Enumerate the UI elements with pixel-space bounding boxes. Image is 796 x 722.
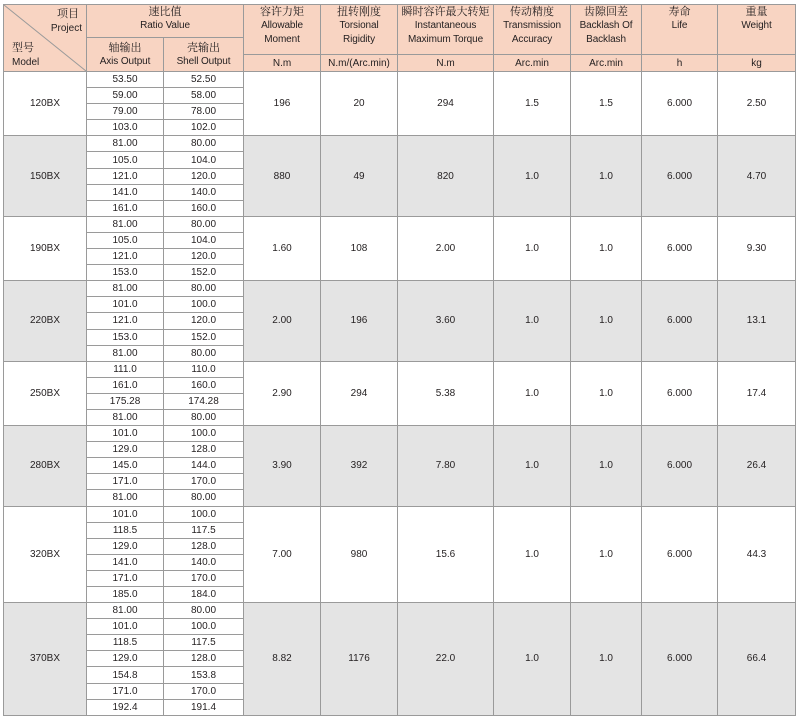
- backlash-unit: Arc.min: [571, 55, 642, 72]
- table-row: [4, 216, 796, 232]
- shell-output-cell: 128.0: [164, 538, 244, 554]
- max-torque-label-cn: 瞬时容许最大转矩: [401, 5, 490, 18]
- axis-output-cell: 81.00: [87, 490, 164, 506]
- shell-output-cell: 80.00: [164, 136, 244, 152]
- shell-output-cell: 153.8: [164, 667, 244, 683]
- axis-output-cell: 171.0: [87, 474, 164, 490]
- transmission-accuracy-cell: 1.0: [494, 136, 571, 216]
- axis-output-cell: 171.0: [87, 683, 164, 699]
- transmission-accuracy-unit: Arc.min: [494, 55, 571, 72]
- table-row: [4, 426, 796, 442]
- spec-table: [3, 4, 796, 716]
- axis-output-cell: 141.0: [87, 184, 164, 200]
- backlash-header: [571, 5, 642, 55]
- table-row: [4, 136, 796, 152]
- transmission-accuracy-header: [494, 5, 571, 55]
- transmission-accuracy-cell: 1.5: [494, 72, 571, 136]
- max-torque-header: [398, 5, 494, 55]
- weight-cell: 26.4: [718, 426, 796, 506]
- model-cell: 190BX: [4, 216, 87, 280]
- shell-output-cell: 104.0: [164, 152, 244, 168]
- model-cell: 320BX: [4, 506, 87, 603]
- axis-output-cell: 105.0: [87, 232, 164, 248]
- torsional-rigidity-cell: 20: [321, 72, 398, 136]
- axis-output-cell: 129.0: [87, 442, 164, 458]
- axis-output-label-cn: 轴输出: [108, 40, 142, 54]
- shell-output-cell: 80.00: [164, 281, 244, 297]
- allowable-moment-cell: 7.00: [244, 506, 321, 603]
- axis-output-cell: 101.0: [87, 619, 164, 635]
- axis-output-cell: 59.00: [87, 88, 164, 104]
- axis-output-cell: 101.0: [87, 426, 164, 442]
- model-label-en: Model: [12, 57, 40, 68]
- life-cell: 6.000: [642, 603, 718, 716]
- corner-header-cell: [4, 5, 87, 72]
- ratio-value-label-en: Ratio Value: [140, 20, 190, 31]
- axis-output-cell: 141.0: [87, 554, 164, 570]
- project-label-en: Project: [50, 23, 82, 34]
- axis-output-cell: 153.0: [87, 329, 164, 345]
- axis-output-cell: 154.8: [87, 667, 164, 683]
- backlash-cell: 1.0: [571, 216, 642, 280]
- transmission-accuracy-label-en-2: Accuracy: [511, 34, 553, 45]
- backlash-cell: 1.0: [571, 506, 642, 603]
- shell-output-cell: 80.00: [164, 603, 244, 619]
- transmission-accuracy-cell: 1.0: [494, 281, 571, 361]
- allowable-moment-cell: 880: [244, 136, 321, 216]
- allowable-moment-cell: 3.90: [244, 426, 321, 506]
- shell-output-cell: 104.0: [164, 232, 244, 248]
- axis-output-cell: 105.0: [87, 152, 164, 168]
- model-cell: 120BX: [4, 72, 87, 136]
- axis-output-cell: 103.0: [87, 120, 164, 136]
- weight-cell: 13.1: [718, 281, 796, 361]
- torsional-rigidity-cell: 49: [321, 136, 398, 216]
- max-torque-cell: 5.38: [398, 361, 494, 425]
- life-label-en: Life: [671, 20, 688, 31]
- transmission-accuracy-label-cn: 传动精度: [510, 5, 555, 18]
- max-torque-label-en-2: Maximum Torque: [407, 34, 484, 45]
- weight-header: [718, 5, 796, 55]
- model-cell: 280BX: [4, 426, 87, 506]
- backlash-label-cn: 齿隙回差: [584, 5, 629, 18]
- shell-output-header: [164, 38, 244, 72]
- transmission-accuracy-cell: 1.0: [494, 216, 571, 280]
- table-row: [4, 361, 796, 377]
- shell-output-cell: 140.0: [164, 184, 244, 200]
- axis-output-cell: 145.0: [87, 458, 164, 474]
- max-torque-cell: 22.0: [398, 603, 494, 716]
- axis-output-cell: 192.4: [87, 699, 164, 715]
- torsional-rigidity-cell: 1176: [321, 603, 398, 716]
- model-label-cn: 型号: [12, 41, 34, 54]
- shell-output-cell: 110.0: [164, 361, 244, 377]
- life-cell: 6.000: [642, 426, 718, 506]
- allowable-moment-cell: 1.60: [244, 216, 321, 280]
- backlash-label-en: Backlash Of: [579, 20, 633, 31]
- torsional-rigidity-label-en-2: Rigidity: [343, 34, 376, 45]
- shell-output-cell: 144.0: [164, 458, 244, 474]
- backlash-cell: 1.0: [571, 281, 642, 361]
- allowable-moment-label-cn: 容许力矩: [260, 5, 305, 18]
- shell-output-cell: 80.00: [164, 216, 244, 232]
- transmission-accuracy-cell: 1.0: [494, 426, 571, 506]
- ratio-value-header: [87, 5, 244, 38]
- shell-output-cell: 52.50: [164, 72, 244, 88]
- life-cell: 6.000: [642, 72, 718, 136]
- shell-output-cell: 152.0: [164, 265, 244, 281]
- weight-label-en: Weight: [741, 20, 772, 31]
- life-cell: 6.000: [642, 216, 718, 280]
- table-body: [4, 72, 796, 716]
- max-torque-cell: 15.6: [398, 506, 494, 603]
- axis-output-cell: 53.50: [87, 72, 164, 88]
- torsional-rigidity-cell: 980: [321, 506, 398, 603]
- table-row: [4, 603, 796, 619]
- shell-output-label-cn: 壳输出: [187, 40, 220, 54]
- table-row: [4, 281, 796, 297]
- shell-output-cell: 80.00: [164, 409, 244, 425]
- shell-output-cell: 102.0: [164, 120, 244, 136]
- shell-output-cell: 184.0: [164, 587, 244, 603]
- allowable-moment-cell: 2.00: [244, 281, 321, 361]
- backlash-cell: 1.0: [571, 426, 642, 506]
- torsional-rigidity-unit: N.m/(Arc.min): [321, 55, 398, 72]
- max-torque-cell: 294: [398, 72, 494, 136]
- max-torque-cell: 2.00: [398, 216, 494, 280]
- shell-output-label-en: Shell Output: [176, 55, 231, 67]
- life-cell: 6.000: [642, 281, 718, 361]
- weight-cell: 4.70: [718, 136, 796, 216]
- allowable-moment-unit: N.m: [244, 55, 321, 72]
- shell-output-cell: 128.0: [164, 442, 244, 458]
- shell-output-cell: 170.0: [164, 683, 244, 699]
- weight-cell: 44.3: [718, 506, 796, 603]
- shell-output-cell: 100.0: [164, 297, 244, 313]
- allowable-moment-cell: 8.82: [244, 603, 321, 716]
- shell-output-cell: 160.0: [164, 200, 244, 216]
- allowable-moment-cell: 196: [244, 72, 321, 136]
- axis-output-cell: 81.00: [87, 136, 164, 152]
- torsional-rigidity-cell: 108: [321, 216, 398, 280]
- table-row: [4, 506, 796, 522]
- header-row-titles: [4, 5, 796, 38]
- transmission-accuracy-label-en: Transmission: [503, 20, 561, 31]
- life-cell: 6.000: [642, 506, 718, 603]
- life-cell: 6.000: [642, 136, 718, 216]
- axis-output-cell: 185.0: [87, 587, 164, 603]
- max-torque-label-en: Instantaneous: [414, 20, 477, 31]
- shell-output-cell: 152.0: [164, 329, 244, 345]
- allowable-moment-cell: 2.90: [244, 361, 321, 425]
- max-torque-cell: 7.80: [398, 426, 494, 506]
- table-header: [4, 5, 796, 72]
- max-torque-cell: 3.60: [398, 281, 494, 361]
- axis-output-cell: 111.0: [87, 361, 164, 377]
- axis-output-cell: 121.0: [87, 249, 164, 265]
- shell-output-cell: 58.00: [164, 88, 244, 104]
- table-row: [4, 72, 796, 88]
- shell-output-cell: 117.5: [164, 635, 244, 651]
- axis-output-cell: 161.0: [87, 200, 164, 216]
- shell-output-cell: 120.0: [164, 313, 244, 329]
- ratio-value-label-cn: 速比值: [148, 5, 182, 18]
- shell-output-cell: 170.0: [164, 570, 244, 586]
- torsional-rigidity-cell: 294: [321, 361, 398, 425]
- backlash-cell: 1.0: [571, 603, 642, 716]
- shell-output-cell: 80.00: [164, 490, 244, 506]
- life-unit: h: [642, 55, 718, 72]
- axis-output-cell: 101.0: [87, 297, 164, 313]
- torsional-rigidity-cell: 196: [321, 281, 398, 361]
- axis-output-cell: 101.0: [87, 506, 164, 522]
- transmission-accuracy-cell: 1.0: [494, 506, 571, 603]
- axis-output-cell: 161.0: [87, 377, 164, 393]
- axis-output-cell: 118.5: [87, 522, 164, 538]
- shell-output-cell: 120.0: [164, 249, 244, 265]
- transmission-accuracy-cell: 1.0: [494, 603, 571, 716]
- model-cell: 150BX: [4, 136, 87, 216]
- axis-output-cell: 81.00: [87, 603, 164, 619]
- model-cell: 220BX: [4, 281, 87, 361]
- shell-output-cell: 100.0: [164, 619, 244, 635]
- weight-cell: 66.4: [718, 603, 796, 716]
- weight-cell: 17.4: [718, 361, 796, 425]
- axis-output-header: [87, 38, 164, 72]
- shell-output-cell: 120.0: [164, 168, 244, 184]
- shell-output-cell: 174.28: [164, 393, 244, 409]
- max-torque-cell: 820: [398, 136, 494, 216]
- life-header: [642, 5, 718, 55]
- weight-unit: kg: [718, 55, 796, 72]
- life-cell: 6.000: [642, 361, 718, 425]
- axis-output-label-en: Axis Output: [99, 55, 151, 67]
- life-label-cn: 寿命: [668, 5, 691, 18]
- torsional-rigidity-label-en: Torsional: [339, 20, 379, 31]
- shell-output-cell: 140.0: [164, 554, 244, 570]
- shell-output-cell: 170.0: [164, 474, 244, 490]
- shell-output-cell: 80.00: [164, 345, 244, 361]
- allowable-moment-label-en: Allowable: [261, 20, 303, 31]
- shell-output-cell: 100.0: [164, 506, 244, 522]
- shell-output-cell: 78.00: [164, 104, 244, 120]
- shell-output-cell: 191.4: [164, 699, 244, 715]
- axis-output-cell: 129.0: [87, 651, 164, 667]
- weight-cell: 9.30: [718, 216, 796, 280]
- axis-output-cell: 118.5: [87, 635, 164, 651]
- transmission-accuracy-cell: 1.0: [494, 361, 571, 425]
- axis-output-cell: 81.00: [87, 281, 164, 297]
- torsional-rigidity-header: [321, 5, 398, 55]
- axis-output-cell: 81.00: [87, 409, 164, 425]
- torsional-rigidity-cell: 392: [321, 426, 398, 506]
- shell-output-cell: 100.0: [164, 426, 244, 442]
- shell-output-cell: 160.0: [164, 377, 244, 393]
- shell-output-cell: 117.5: [164, 522, 244, 538]
- axis-output-cell: 121.0: [87, 168, 164, 184]
- axis-output-cell: 79.00: [87, 104, 164, 120]
- axis-output-cell: 153.0: [87, 265, 164, 281]
- axis-output-cell: 171.0: [87, 570, 164, 586]
- axis-output-cell: 81.00: [87, 345, 164, 361]
- weight-cell: 2.50: [718, 72, 796, 136]
- model-cell: 370BX: [4, 603, 87, 716]
- model-cell: 250BX: [4, 361, 87, 425]
- axis-output-cell: 81.00: [87, 216, 164, 232]
- axis-output-cell: 175.28: [87, 393, 164, 409]
- weight-label-cn: 重量: [745, 5, 768, 18]
- torsional-rigidity-label-cn: 扭转刚度: [337, 5, 382, 18]
- axis-output-cell: 121.0: [87, 313, 164, 329]
- shell-output-cell: 128.0: [164, 651, 244, 667]
- allowable-moment-label-en-2: Moment: [264, 34, 300, 45]
- backlash-cell: 1.5: [571, 72, 642, 136]
- max-torque-unit: N.m: [398, 55, 494, 72]
- project-label-cn: 项目: [57, 7, 79, 20]
- backlash-cell: 1.0: [571, 136, 642, 216]
- allowable-moment-header: [244, 5, 321, 55]
- backlash-label-en-2: Backlash: [586, 34, 626, 45]
- axis-output-cell: 129.0: [87, 538, 164, 554]
- backlash-cell: 1.0: [571, 361, 642, 425]
